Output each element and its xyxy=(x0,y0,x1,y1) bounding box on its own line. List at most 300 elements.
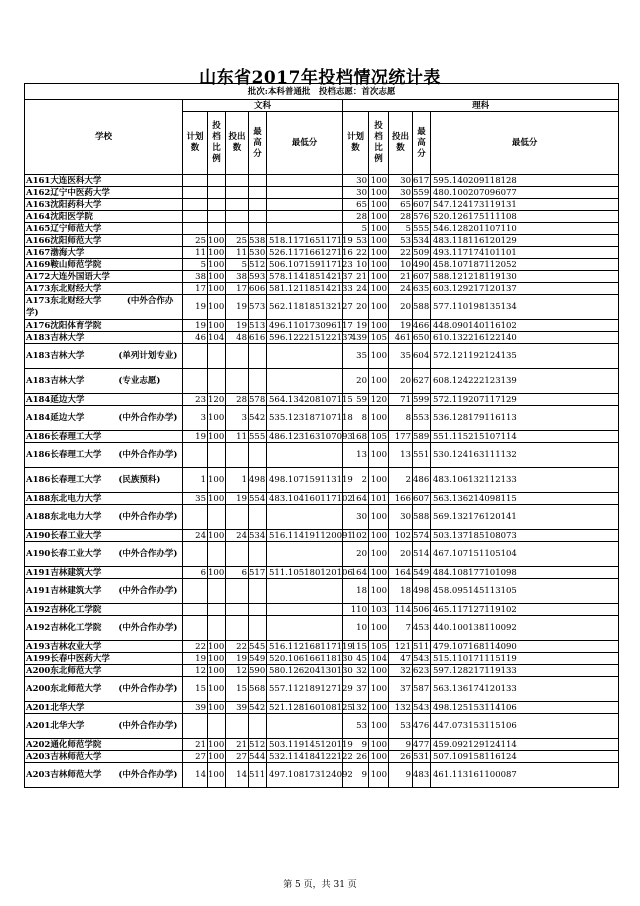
header-max: 最高分 xyxy=(417,126,426,159)
wenke-out: 24 xyxy=(226,530,249,542)
like-min: 493.117174101101 xyxy=(431,247,619,259)
like-min: 551.115215107114 xyxy=(431,431,619,443)
like-min: 572.119207117129 xyxy=(431,394,619,406)
like-out: 21 xyxy=(389,271,413,283)
table-row xyxy=(25,567,619,579)
school-name: A184延边大学 xyxy=(25,394,183,406)
like-out: 121 xyxy=(389,641,413,653)
table-row xyxy=(25,369,619,394)
like-out: 164 xyxy=(389,567,413,579)
like-plan: 37 xyxy=(343,677,369,702)
wenke-min xyxy=(267,604,343,616)
wenke-out: 39 xyxy=(226,702,249,714)
school-name: A172大连外国语大学 xyxy=(25,271,183,283)
like-plan: 35 xyxy=(343,344,369,369)
like-min: 484.108177101098 xyxy=(431,567,619,579)
wenke-min: 520.106166118130 xyxy=(267,653,343,665)
wenke-min: 578.114185142137 xyxy=(267,271,343,283)
like-ratio: 100 xyxy=(369,702,389,714)
like-ratio: 100 xyxy=(369,567,389,579)
wenke-min: 516.114191120091 xyxy=(267,530,343,542)
wenke-plan xyxy=(183,344,208,369)
wenke-ratio: 100 xyxy=(208,763,226,788)
wenke-out xyxy=(226,187,249,199)
wenke-max xyxy=(249,579,267,604)
wenke-plan: 14 xyxy=(183,763,208,788)
like-plan: 28 xyxy=(343,211,369,223)
wenke-max: 544 xyxy=(249,751,266,762)
like-ratio: 100 xyxy=(369,443,389,468)
like-out: 102 xyxy=(389,530,413,542)
wenke-min: 521.128160108125 xyxy=(267,702,343,714)
wenke-ratio: 100 xyxy=(208,283,225,294)
school-name: A200东北师范大学 xyxy=(25,665,183,677)
school-name: A165辽宁师范大学 xyxy=(25,223,183,235)
wenke-min xyxy=(267,223,343,235)
like-ratio: 104 xyxy=(369,653,389,665)
like-max: 553 xyxy=(413,406,431,431)
wenke-min: 557.112189127129 xyxy=(267,677,343,702)
wenke-min: 486.123163107093 xyxy=(267,431,343,443)
like-max: 549 xyxy=(413,567,430,578)
like-max: 599 xyxy=(413,394,430,405)
wenke-out: 48 xyxy=(226,332,249,344)
wenke-min: 503.119145120119 xyxy=(267,739,343,751)
header-school: 学校 xyxy=(25,100,183,175)
wenke-plan xyxy=(183,542,208,567)
wenke-ratio: 100 xyxy=(208,259,225,270)
school-name: A192吉林化工学院 xyxy=(25,604,183,616)
school-name: A184延边大学 (中外合作办学) xyxy=(25,406,183,431)
wenke-min: 511.105180120106 xyxy=(267,567,343,579)
like-ratio: 100 xyxy=(369,714,389,739)
wenke-plan xyxy=(183,443,208,468)
like-max: 453 xyxy=(413,616,431,641)
like-out: 20 xyxy=(389,295,413,320)
like-plan: 164 xyxy=(343,493,369,505)
header-ratio: 投档比例 xyxy=(212,121,221,164)
like-max: 551 xyxy=(413,443,431,468)
like-min: 440.100138110092 xyxy=(431,616,619,641)
wenke-out xyxy=(226,542,249,567)
like-plan: 102 xyxy=(343,530,369,542)
like-ratio: 100 xyxy=(369,295,389,320)
like-min: 515.110171115119 xyxy=(431,653,619,665)
like-plan: 19 xyxy=(343,320,369,332)
wenke-max: 606 xyxy=(249,283,266,294)
wenke-max: 578 xyxy=(249,394,266,405)
like-max: 555 xyxy=(413,223,430,234)
school-name: A193吉林农业大学 xyxy=(25,641,183,653)
wenke-out: 21 xyxy=(226,739,249,751)
header-plan: 计划数 xyxy=(346,132,364,153)
wenke-out xyxy=(226,344,249,369)
wenke-plan: 38 xyxy=(183,271,208,283)
like-min: 448.090140116102 xyxy=(431,320,619,332)
like-plan: 30 xyxy=(343,175,369,187)
page-footer: 第 5 页，共 31 页 xyxy=(283,880,357,890)
like-ratio: 100 xyxy=(369,542,389,567)
like-ratio: 100 xyxy=(369,369,389,394)
school-name: A166沈阳师范大学 xyxy=(25,235,183,247)
school-name: A173东北财经大学 (中外合作办学) xyxy=(25,295,183,320)
wenke-min xyxy=(267,443,343,468)
wenke-out xyxy=(226,579,249,604)
wenke-out xyxy=(226,211,249,223)
table-row xyxy=(25,763,619,788)
wenke-max: 549 xyxy=(249,653,266,664)
like-min: 608.124222123139 xyxy=(431,369,619,394)
wenke-min: 497.108173124092 xyxy=(267,763,343,788)
batch-line: 批次:本科普通批 投档志愿：首次志愿 xyxy=(25,84,619,100)
like-min: 530.124163111132 xyxy=(431,443,619,468)
wenke-plan xyxy=(183,714,208,739)
table-row xyxy=(25,579,619,604)
like-ratio: 100 xyxy=(369,259,389,271)
wenke-plan: 19 xyxy=(183,431,208,443)
like-out: 2 xyxy=(389,468,413,493)
school-name: A173东北财经大学 xyxy=(25,283,183,295)
wenke-max xyxy=(249,175,267,187)
header-plan: 计划数 xyxy=(186,132,204,153)
like-ratio: 100 xyxy=(369,763,389,788)
wenke-ratio xyxy=(208,344,226,369)
header-ratio: 投档比例 xyxy=(374,121,383,164)
like-min: 483.118116120129 xyxy=(431,235,619,247)
like-plan: 168 xyxy=(343,431,369,443)
like-min: 479.107168114090 xyxy=(431,641,619,653)
wenke-ratio xyxy=(208,223,226,235)
like-min: 467.107151105104 xyxy=(431,542,619,567)
wenke-plan: 25 xyxy=(183,235,208,247)
wenke-plan: 6 xyxy=(183,567,208,579)
wenke-ratio xyxy=(208,604,226,616)
like-out: 9 xyxy=(389,763,413,788)
like-ratio: 100 xyxy=(369,406,389,431)
table-row xyxy=(25,187,619,199)
like-ratio: 100 xyxy=(369,199,389,211)
wenke-plan: 19 xyxy=(183,295,208,320)
like-min: 461.113161100087 xyxy=(431,763,619,788)
wenke-min: 564.134208107115 xyxy=(267,394,343,406)
like-out: 53 xyxy=(389,714,413,739)
header-out: 投出数 xyxy=(391,132,409,153)
like-ratio: 101 xyxy=(369,493,389,505)
wenke-ratio: 100 xyxy=(208,320,225,331)
wenke-ratio: 100 xyxy=(208,247,225,258)
school-name: A191吉林建筑大学 xyxy=(25,567,183,579)
table-body xyxy=(25,175,619,788)
wenke-max: 511 xyxy=(249,763,267,788)
wenke-plan xyxy=(183,175,208,187)
wenke-max: 554 xyxy=(249,493,266,504)
like-out: 13 xyxy=(389,443,413,468)
like-out: 19 xyxy=(389,320,413,332)
table-row xyxy=(25,431,619,443)
wenke-max xyxy=(249,604,267,616)
wenke-ratio xyxy=(208,369,226,394)
wenke-max xyxy=(249,714,267,739)
wenke-out xyxy=(226,616,249,641)
like-out: 32 xyxy=(389,665,413,677)
wenke-max xyxy=(249,199,267,211)
wenke-max xyxy=(249,616,267,641)
wenke-max: 590 xyxy=(249,665,266,676)
like-out: 28 xyxy=(389,211,413,223)
like-max: 509 xyxy=(413,247,430,258)
wenke-out: 19 xyxy=(226,653,249,665)
like-max: 490 xyxy=(413,259,430,270)
like-max: 483 xyxy=(413,763,431,788)
wenke-max xyxy=(249,505,267,530)
like-ratio: 100 xyxy=(369,579,389,604)
like-ratio: 100 xyxy=(369,530,389,542)
wenke-ratio: 104 xyxy=(208,332,225,343)
school-name: A203吉林师范大学 xyxy=(25,751,183,763)
wenke-max xyxy=(249,223,267,235)
wenke-min xyxy=(267,616,343,641)
wenke-min: 532.114184122122 xyxy=(267,751,343,763)
like-plan: 10 xyxy=(343,259,369,271)
like-min: 546.128201107110 xyxy=(431,223,619,235)
wenke-max: 513 xyxy=(249,320,266,331)
wenke-min xyxy=(267,542,343,567)
school-name: A183吉林大学 (专业志愿) xyxy=(25,369,183,394)
wenke-out: 19 xyxy=(226,493,249,505)
school-name: A201北华大学 xyxy=(25,702,183,714)
like-min: 465.117127119102 xyxy=(431,604,619,616)
table-row xyxy=(25,665,619,677)
like-out: 9 xyxy=(389,739,413,751)
wenke-max: 542 xyxy=(249,406,267,431)
wenke-ratio: 100 xyxy=(208,530,225,541)
like-out: 65 xyxy=(389,199,413,211)
school-name: A201北华大学 (中外合作办学) xyxy=(25,714,183,739)
like-out: 18 xyxy=(389,579,413,604)
table-row xyxy=(25,271,619,283)
like-ratio: 100 xyxy=(369,665,389,677)
school-name: A162辽宁中医药大学 xyxy=(25,187,183,199)
like-max: 514 xyxy=(413,542,431,567)
wenke-max xyxy=(249,369,267,394)
table-row xyxy=(25,677,619,702)
wenke-min: 518.117165117119 xyxy=(267,235,343,247)
table-row xyxy=(25,175,619,187)
like-max: 543 xyxy=(413,653,430,664)
wenke-ratio: 100 xyxy=(208,641,225,652)
wenke-out: 5 xyxy=(226,259,249,271)
like-plan: 132 xyxy=(343,702,369,714)
wenke-max: 568 xyxy=(249,677,267,702)
wenke-plan xyxy=(183,505,208,530)
like-min: 569.132176120141 xyxy=(431,505,619,530)
table-row xyxy=(25,530,619,542)
table-row xyxy=(25,616,619,641)
wenke-ratio: 100 xyxy=(208,751,225,762)
like-max: 635 xyxy=(413,283,430,294)
wenke-plan: 1 xyxy=(183,468,208,493)
wenke-out: 19 xyxy=(226,320,249,332)
like-plan: 8 xyxy=(343,406,369,431)
table-row xyxy=(25,739,619,751)
wenke-min: 526.117166127116 xyxy=(267,247,343,259)
like-plan: 21 xyxy=(343,271,369,283)
like-out: 5 xyxy=(389,223,413,235)
school-name: A199长春中医药大学 xyxy=(25,653,183,665)
like-ratio: 100 xyxy=(369,739,389,751)
wenke-ratio xyxy=(208,175,226,187)
like-ratio: 100 xyxy=(369,247,389,259)
wenke-plan xyxy=(183,223,208,235)
wenke-max: 530 xyxy=(249,247,266,258)
like-ratio: 100 xyxy=(369,344,389,369)
wenke-out: 22 xyxy=(226,641,249,653)
wenke-out: 1 xyxy=(226,468,249,493)
like-min: 498.125153114106 xyxy=(431,702,619,714)
like-out: 24 xyxy=(389,283,413,295)
like-max: 531 xyxy=(413,751,430,762)
wenke-ratio xyxy=(208,443,226,468)
wenke-out: 3 xyxy=(226,406,249,431)
school-name: A190长春工业大学 (中外合作办学) xyxy=(25,542,183,567)
like-plan: 115 xyxy=(343,641,369,653)
like-plan: 32 xyxy=(343,665,369,677)
wenke-plan: 3 xyxy=(183,406,208,431)
wenke-min: 562.118185132127 xyxy=(267,295,343,320)
like-out: 71 xyxy=(389,394,413,406)
school-name: A183吉林大学 xyxy=(25,332,183,344)
like-max: 587 xyxy=(413,677,431,702)
like-max: 588 xyxy=(413,505,431,530)
table-row xyxy=(25,505,619,530)
wenke-ratio: 100 xyxy=(208,431,225,442)
like-max: 588 xyxy=(413,295,431,320)
school-name: A202通化师范学院 xyxy=(25,739,183,751)
wenke-plan xyxy=(183,604,208,616)
table-row xyxy=(25,653,619,665)
like-out: 37 xyxy=(389,677,413,702)
like-min: 563.136174120133 xyxy=(431,677,619,702)
wenke-min xyxy=(267,579,343,604)
table-row xyxy=(25,320,619,332)
wenke-plan: 11 xyxy=(183,247,208,259)
wenke-out: 11 xyxy=(226,247,249,259)
like-ratio: 120 xyxy=(369,394,389,406)
like-max: 589 xyxy=(413,431,430,442)
wenke-min xyxy=(267,344,343,369)
like-ratio: 100 xyxy=(369,175,389,187)
school-name: A192吉林化工学院 (中外合作办学) xyxy=(25,616,183,641)
like-max: 627 xyxy=(413,369,431,394)
school-name: A161大连医科大学 xyxy=(25,175,183,187)
wenke-ratio: 100 xyxy=(208,739,225,750)
header-out: 投出数 xyxy=(228,132,246,153)
wenke-plan xyxy=(183,616,208,641)
wenke-ratio: 100 xyxy=(208,567,225,578)
wenke-out xyxy=(226,604,249,616)
like-min: 563.136214098115 xyxy=(431,493,619,505)
wenke-out xyxy=(226,443,249,468)
wenke-plan xyxy=(183,579,208,604)
wenke-min: 498.107159113119 xyxy=(267,468,343,493)
wenke-out xyxy=(226,369,249,394)
like-out: 166 xyxy=(389,493,413,505)
like-min: 588.121218119130 xyxy=(431,271,619,283)
wenke-max: 616 xyxy=(249,332,266,343)
like-out: 53 xyxy=(389,235,413,247)
table-row xyxy=(25,332,619,344)
table-row xyxy=(25,542,619,567)
wenke-plan: 5 xyxy=(183,259,208,271)
like-max: 607 xyxy=(413,493,430,504)
like-out: 461 xyxy=(389,332,413,344)
like-max: 623 xyxy=(413,665,430,676)
table-row xyxy=(25,235,619,247)
wenke-ratio: 100 xyxy=(208,235,225,246)
school-name: A186长春理工大学 (民族预科) xyxy=(25,468,183,493)
wenke-min: 535.123187107118 xyxy=(267,406,343,431)
like-min: 458.107187112052 xyxy=(431,259,619,271)
like-plan: 439 xyxy=(343,332,369,344)
school-name: A186长春理工大学 (中外合作办学) xyxy=(25,443,183,468)
table-row xyxy=(25,295,619,320)
table-row xyxy=(25,751,619,763)
wenke-min: 496.110173096117 xyxy=(267,320,343,332)
like-out: 47 xyxy=(389,653,413,665)
wenke-ratio xyxy=(208,505,226,530)
like-plan: 20 xyxy=(343,369,369,394)
header-max: 最高分 xyxy=(253,126,262,159)
wenke-plan xyxy=(183,199,208,211)
like-max: 650 xyxy=(413,332,430,343)
wenke-max: 542 xyxy=(249,702,266,713)
wenke-out: 27 xyxy=(226,751,249,763)
like-plan: 45 xyxy=(343,653,369,665)
wenke-out: 38 xyxy=(226,271,249,283)
wenke-plan: 22 xyxy=(183,641,208,653)
wenke-ratio: 100 xyxy=(208,653,225,664)
wenke-max: 512 xyxy=(249,259,266,270)
like-max: 574 xyxy=(413,530,430,541)
wenke-ratio: 100 xyxy=(208,493,225,504)
like-min: 536.128179116113 xyxy=(431,406,619,431)
wenke-plan: 35 xyxy=(183,493,208,505)
like-out: 10 xyxy=(389,259,413,271)
like-max: 466 xyxy=(413,320,430,331)
like-plan: 110 xyxy=(343,604,369,616)
like-ratio: 105 xyxy=(369,431,389,443)
wenke-plan: 39 xyxy=(183,702,208,714)
wenke-max: 573 xyxy=(249,295,267,320)
wenke-min: 506.107159117123 xyxy=(267,259,343,271)
like-ratio: 103 xyxy=(369,604,389,616)
like-out: 20 xyxy=(389,542,413,567)
wenke-plan: 17 xyxy=(183,283,208,295)
like-max: 534 xyxy=(413,235,430,246)
wenke-out xyxy=(226,199,249,211)
like-ratio: 105 xyxy=(369,641,389,653)
like-max: 576 xyxy=(413,211,430,222)
wenke-plan: 27 xyxy=(183,751,208,763)
wenke-max: 545 xyxy=(249,641,266,652)
wenke-ratio: 100 xyxy=(208,295,226,320)
school-name: A163沈阳药科大学 xyxy=(25,199,183,211)
like-min: 597.128217119133 xyxy=(431,665,619,677)
header-group-wenke: 文科 xyxy=(183,100,343,112)
like-max: 607 xyxy=(413,271,430,282)
like-max: 607 xyxy=(413,199,430,210)
school-name: A176沈阳体育学院 xyxy=(25,320,183,332)
